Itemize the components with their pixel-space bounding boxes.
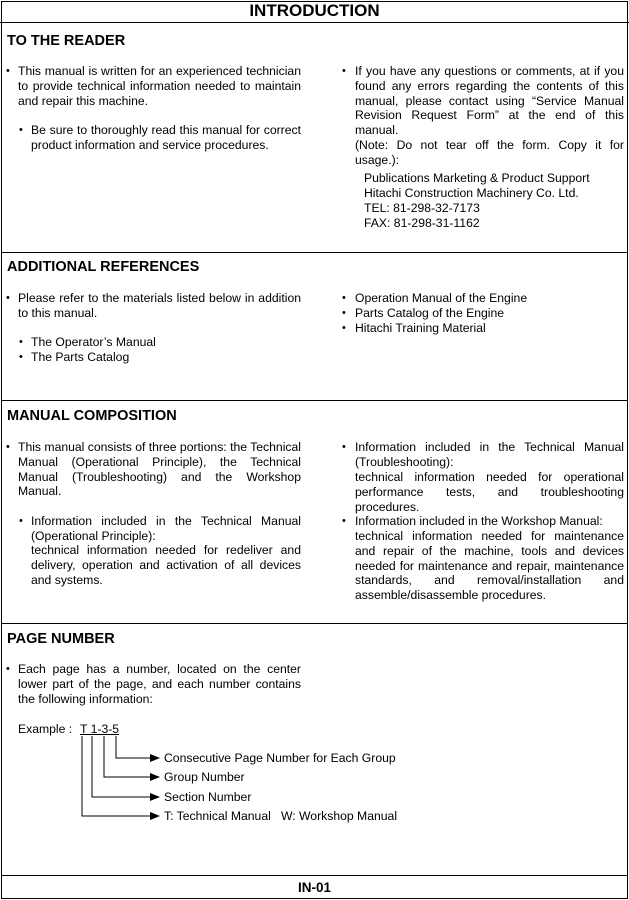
composition-op-principle-head: Information included in the Technical Manual (Operational Principle): <box>31 514 301 543</box>
contact-line-2: Hitachi Construction Machinery Co. Ltd. <box>364 186 579 200</box>
composition-workshop-head: Information included in the Workshop Manual: <box>355 514 603 528</box>
page-number-footer: IN-01 <box>297 880 331 895</box>
page-number-bullet-1: Each page has a number, located on the center lower part of the page, and each number contains the following information: <box>18 662 301 706</box>
footer-divider <box>1 875 628 876</box>
section-title-manual-composition: MANUAL COMPOSITION <box>7 408 177 424</box>
refs-item-engine-manual: Operation Manual of the Engine <box>355 291 528 305</box>
contact-line-1: Publications Marketing & Product Support <box>364 171 590 185</box>
label-manual-type: T: Technical Manual W: Workshop Manual <box>164 809 398 823</box>
section-title-page-number: PAGE NUMBER <box>7 631 115 647</box>
section-divider <box>1 623 628 624</box>
to-reader-bullet-2: Be sure to thoroughly read this manual for correct product information and service procedures. <box>31 123 301 152</box>
composition-troubleshooting-head: Information included in the Technical Manual (Troubleshooting): <box>355 440 624 469</box>
section-divider <box>1 252 628 253</box>
label-section-number: Section Number <box>164 790 252 804</box>
refs-item-training: Hitachi Training Material <box>355 321 486 335</box>
bullet: • <box>6 292 10 304</box>
example-code: T 1-3-5 <box>80 722 120 736</box>
section-divider <box>1 400 628 401</box>
page-title: INTRODUCTION <box>0 0 629 23</box>
bullet: • <box>6 441 10 453</box>
composition-bullet-1: This manual consists of three portions: the Technical Manual (Operational Principle), the Technical Manual (Troubleshooting) and the Workshop Manual. <box>18 440 301 499</box>
diagram-leader-lines <box>82 736 153 816</box>
bullet: • <box>19 351 23 363</box>
bullet: • <box>342 515 346 527</box>
refs-item-operators-manual: The Operator’s Manual <box>31 335 156 349</box>
to-reader-note: (Note: Do not tear off the form. Copy it for usage.): <box>355 138 624 167</box>
bullet: • <box>342 322 346 334</box>
bullet: • <box>342 307 346 319</box>
section-title-additional-references: ADDITIONAL REFERENCES <box>7 259 200 275</box>
to-reader-bullet-3: If you have any questions or comments, at if you found any errors regarding the contents of this manual, please contact using “Service Manual Revision Request Form” at the end of this manual. <box>355 64 624 138</box>
bullet: • <box>19 336 23 348</box>
label-page-number: Consecutive Page Number for Each Group <box>164 751 396 765</box>
bullet: • <box>19 124 23 136</box>
diagram-arrowheads <box>150 754 160 820</box>
composition-troubleshooting-body: technical information needed for operational performance tests, and troubleshooting procedures. <box>355 470 624 514</box>
example-label: Example : <box>18 722 73 736</box>
contact-fax: FAX: 81-298-31-1162 <box>364 216 480 230</box>
refs-bullet-1: Please refer to the materials listed below in addition to this manual. <box>18 291 301 320</box>
composition-workshop-body: technical information needed for maintenance and repair of the machine, tools and devices needed for maintenance and repair, maintenance standards, and removal/installation and assemble/disassemble procedures. <box>355 529 624 603</box>
bullet: • <box>342 292 346 304</box>
bullet: • <box>19 515 23 527</box>
bullet: • <box>342 441 346 453</box>
refs-item-engine-parts: Parts Catalog of the Engine <box>355 306 505 320</box>
label-group-number: Group Number <box>164 770 245 784</box>
to-reader-bullet-1: This manual is written for an experienced technician to provide technical information needed to maintain and repair this machine. <box>18 64 301 108</box>
contact-tel: TEL: 81-298-32-7173 <box>364 201 480 215</box>
bullet: • <box>6 65 10 77</box>
composition-op-principle-body: technical information needed for redeliver and delivery, operation and activation of all devices and systems. <box>31 543 301 587</box>
bullet: • <box>342 65 346 77</box>
refs-item-parts-catalog: The Parts Catalog <box>31 350 130 364</box>
section-title-to-the-reader: TO THE READER <box>7 33 126 49</box>
bullet: • <box>6 663 10 675</box>
